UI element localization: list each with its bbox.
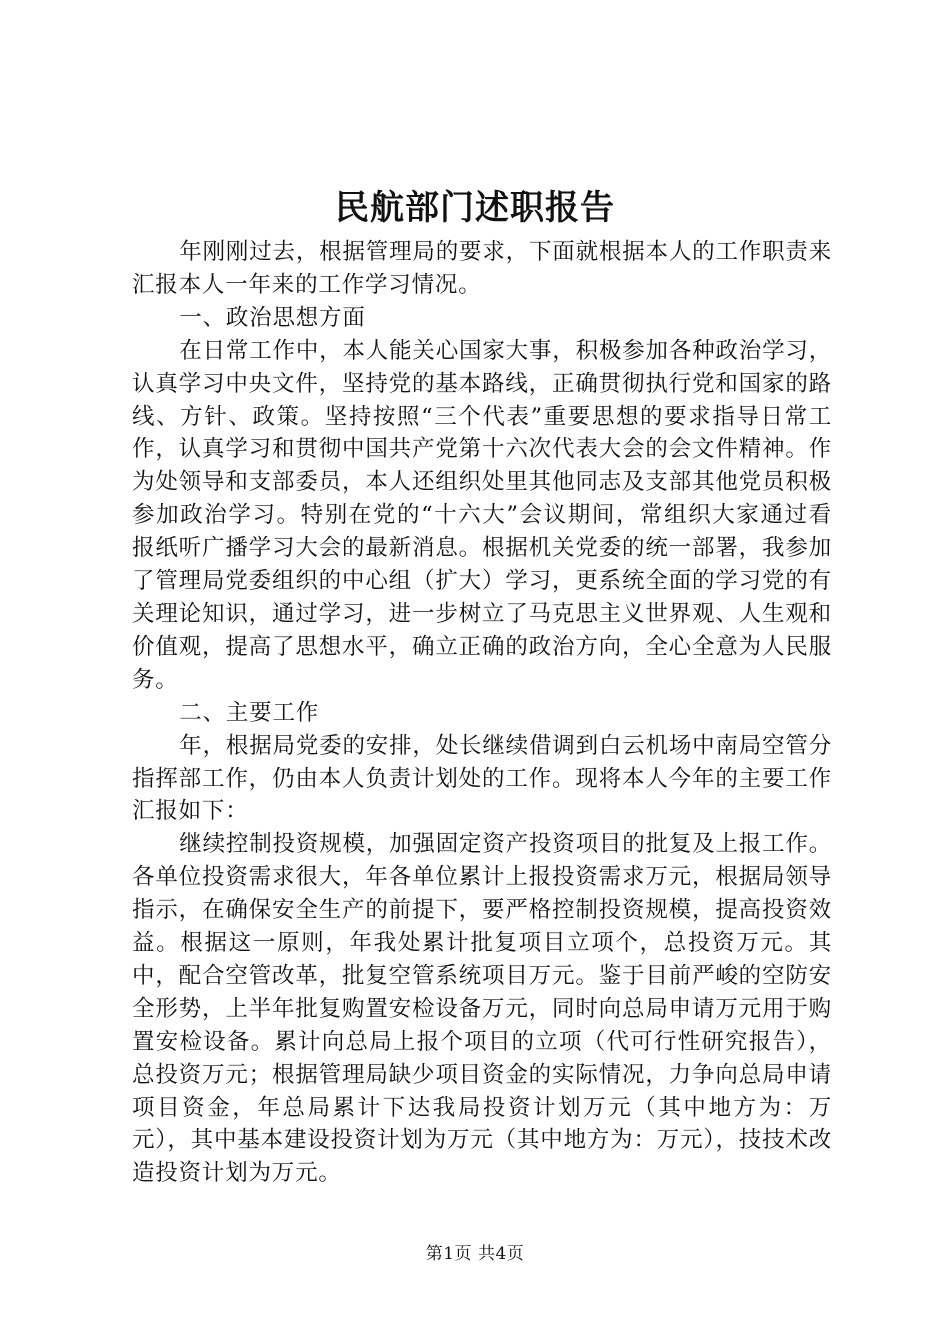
section-heading-main-work: 二、主要工作 xyxy=(179,699,320,726)
document-title: 民航部门述职报告 xyxy=(335,188,615,228)
page-footer: 第1页 共4页 xyxy=(425,1244,525,1264)
political-paragraph: 在日常工作中，本人能关心国家大事，积极参加各种政治学习，认真学习中央文件，坚持党的基本路线，正确贯彻执行党和国家的路线、方针、政策。坚持按照“三个代表”重要思想的要求指导日常工作，认真学习和贯彻中国共产党第十六次代表大会的会文件精神。作为处领导和支部委员，本人还组织处里其他同志及支部其他党员积极参加政治学习。特别在党的“十六大”会议期间，常组织大家通过看报纸听广播学习大会的最新消息。根据机关党委的统一部署，我参加了管理局党委组织的中心组（扩大）学习，更系统全面的学习党的有关理论知识，通过学习，进一步树立了马克思主义世界观、人生观和价值观，提高了思想水平，确立正确的政治方向，全心全意为人民服务。 xyxy=(132,337,832,693)
intro-paragraph: 年刚刚过去，根据管理局的要求，下面就根据本人的工作职责来汇报本人一年来的工作学习情况。 xyxy=(132,239,832,298)
investment-paragraph: 继续控制投资规模，加强固定资产投资项目的批复及上报工作。各单位投资需求很大，年各单位累计上报投资需求万元，根据局领导指示，在确保安全生产的前提下，要严格控制投资规模，提高投资效益。根据这一原则，年我处累计批复项目立项个，总投资万元。其中，配合空管改革，批复空管系统项目万元。鉴于目前严峻的空防安全形势，上半年批复购置安检设备万元，同时向总局申请万元用于购置安检设备。累计向总局上报个项目的立项（代可行性研究报告），总投资万元；根据管理局缺少项目资金的实际情况，力争向总局申请项目资金，年总局累计下达我局投资计划万元（其中地方为：万元），其中基本建设投资计划为万元（其中地方为：万元），技技术改造投资计划为万元。 xyxy=(132,831,832,1187)
main-work-intro-paragraph: 年，根据局党委的安排，处长继续借调到白云机场中南局空管分指挥部工作，仍由本人负责计划处的工作。现将本人今年的主要工作汇报如下： xyxy=(132,732,832,825)
document-body xyxy=(132,236,832,1190)
section-heading-political: 一、政治思想方面 xyxy=(179,304,366,331)
